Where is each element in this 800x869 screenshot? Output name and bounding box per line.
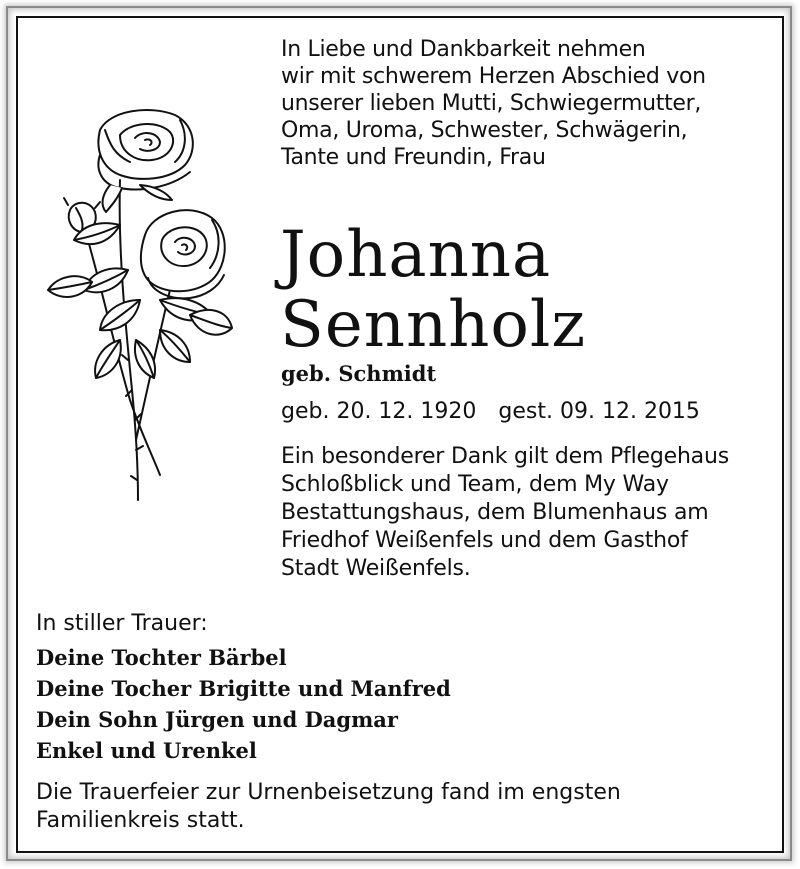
birth-date: geb. 20. 12. 1920	[281, 399, 477, 424]
mourner-line: Dein Sohn Jürgen und Dagmar	[36, 707, 398, 732]
thanks-line: Stadt Weißenfels.	[281, 556, 471, 581]
mourner-line: Enkel und Urenkel	[36, 738, 257, 763]
last-name: Sennholz	[280, 288, 587, 362]
intro-line: Oma, Uroma, Schwester, Schwägerin,	[281, 118, 688, 143]
mourner-line: Deine Tochter Bärbel	[36, 645, 287, 670]
funeral-notice	[36, 779, 756, 835]
deceased-name	[280, 220, 586, 360]
life-dates	[281, 398, 700, 426]
mourning-intro: In stiller Trauer:	[36, 611, 208, 636]
thanks-line: Ein besonderer Dank gilt dem Pflegehaus	[281, 444, 729, 469]
thanks-line: Friedhof Weißenfels und dem Gasthof	[281, 528, 688, 553]
maiden-name: geb. Schmidt	[281, 361, 437, 386]
intro-text	[281, 36, 771, 171]
funeral-line: Familienkreis statt.	[36, 808, 245, 833]
first-name: Johanna	[280, 218, 552, 292]
death-date: gest. 09. 12. 2015	[498, 399, 700, 424]
funeral-line: Die Trauerfeier zur Urnenbeisetzung fand im engsten	[36, 780, 621, 805]
intro-line: Tante und Freundin, Frau	[281, 145, 546, 170]
thanks-line: Bestattungshaus, dem Blumenhaus am	[281, 500, 709, 525]
intro-line: wir mit schwerem Herzen Abschied von	[281, 64, 706, 89]
mourners-list	[36, 642, 451, 766]
thanks-text	[281, 443, 776, 583]
thanks-line: Schloßblick und Team, dem My Way	[281, 472, 669, 497]
intro-line: In Liebe und Dankbarkeit nehmen	[281, 37, 646, 62]
mourner-line: Deine Tocher Brigitte und Manfred	[36, 676, 451, 701]
intro-line: unserer lieben Mutti, Schwiegermutter,	[281, 91, 702, 116]
rose-illustration-icon	[40, 100, 240, 510]
